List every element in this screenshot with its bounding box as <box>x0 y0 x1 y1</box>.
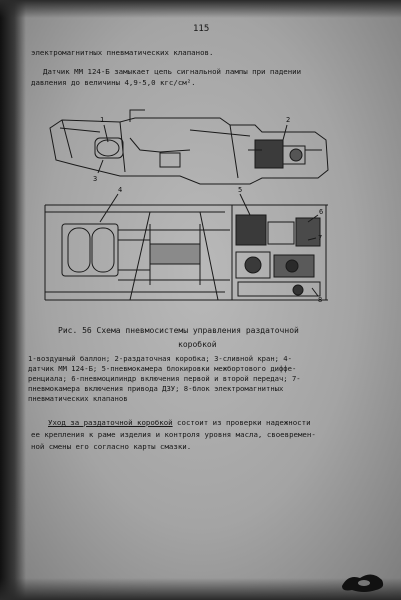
callout-3: 3 <box>93 175 98 183</box>
text-line-3: давления до величины 4,9-5,0 кгс/см². <box>31 78 196 87</box>
page-number: 115 <box>193 24 210 34</box>
paragraph-line-3: ной смены его согласно карты смазки. <box>31 442 192 451</box>
legend-line-5: пневматических клапанов <box>28 394 128 403</box>
legend-line-2: датчик ММ 124-Б; 5-пневмокамера блокировки межбортового диффе- <box>28 364 297 373</box>
callout-2: 2 <box>286 116 291 124</box>
callout-1: 1 <box>100 116 105 124</box>
figure-caption-line-2: коробкой <box>178 340 217 349</box>
text-line-1: электромагнитных пневматических клапанов. <box>31 48 214 57</box>
callout-7: 7 <box>318 234 323 242</box>
text-line-2: Датчик ММ 124-Б замыкает цепь сигнальной лампы при падении <box>43 67 302 76</box>
paragraph-line-1-rest: состоит из проверки надежности <box>172 418 311 427</box>
legend-line-1: 1-воздушный баллон; 2-раздаточная коробка; 3-сливной кран; 4- <box>28 354 292 363</box>
paragraph-line-2: ее крепления к раме изделия и контроля уровня масла, своевремен- <box>31 430 316 439</box>
callout-8: 8 <box>318 296 323 304</box>
callout-6: 6 <box>319 208 324 216</box>
callout-4: 4 <box>118 186 123 194</box>
legend-line-3: ренциала; 6-пневмоцилиндр включения первой и второй передач; 7- <box>28 374 301 383</box>
callout-5: 5 <box>238 186 243 194</box>
ink-blot-mark <box>338 568 388 594</box>
figure-caption: Рис. 56 Схема пневмосистемы управления раздаточной <box>58 326 299 335</box>
underlined-phrase: Уход за раздаточной коробкой <box>48 418 173 427</box>
plan-view-drawing <box>45 205 328 300</box>
legend-line-4: пневмокамера включения привода ДЗУ; 8-блок электромагнитных <box>28 384 284 393</box>
paragraph-line-1 <box>48 418 311 428</box>
